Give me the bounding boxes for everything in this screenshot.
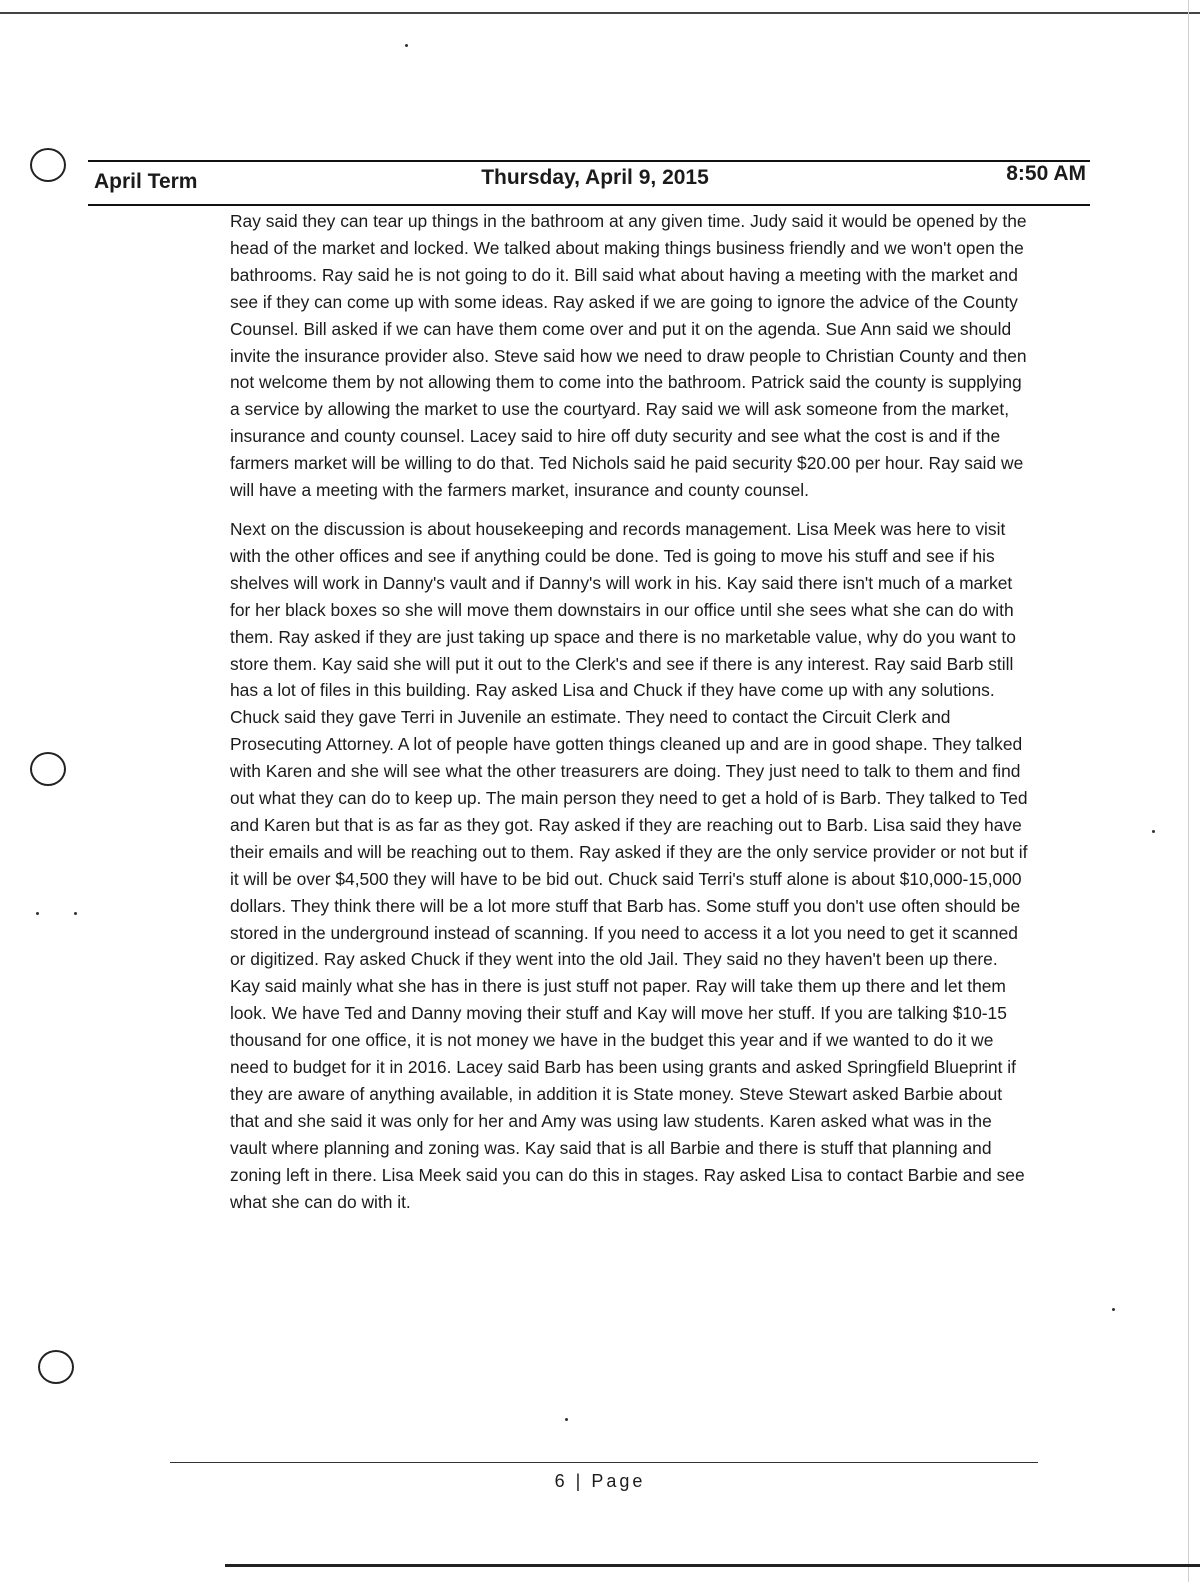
- page-number: 6 | Page: [554, 1471, 646, 1491]
- header-rule-top: [88, 160, 1090, 162]
- scan-speck: [36, 912, 39, 915]
- punch-hole-icon: [30, 148, 66, 182]
- scan-edge-right: [1188, 0, 1189, 1582]
- scan-speck: [405, 44, 408, 47]
- minutes-paragraph-1: Ray said they can tear up things in the bathroom at any given time. Judy said it would be opened by the head of the market and locked. We talked about making things business friendly and we won't open the bathrooms. Ray said he is not going to do it. Bill said what about having a meeting with the market and see if they can come up with some ideas. Ray asked if we are going to ignore the advice of the County Counsel. Bill asked if we can have them come over and put it on the agenda. Sue Ann said we should invite the insurance provider also. Steve said how we need to draw people to Christian County and then not welcome them by not allowing them to come into the bathroom. Patrick said the county is supplying a service by allowing the market to use the courtyard. Ray said we will ask someone from the market, insurance and county counsel. Lacey said to hire off duty security and see what the cost is and if the farmers market will be willing to do that. Ted Nichols said he paid security $20.00 per hour. Ray said we will have a meeting with the farmers market, insurance and county counsel.: [230, 211, 1027, 501]
- scan-speck: [1112, 1308, 1115, 1311]
- header-time: 8:50 AM: [1006, 162, 1086, 185]
- header-term: April Term: [94, 170, 198, 193]
- scan-speck: [1152, 830, 1155, 833]
- header-rule-bottom: [88, 204, 1090, 206]
- scan-edge-bottom: [225, 1564, 1200, 1567]
- minutes-paragraph-2: Next on the discussion is about housekeeping and records management. Lisa Meek was here to visit with the other offices and see if anything could be done. Ted is going to move his stuff and see if his shelves will work in Danny's vault and if Danny's will work in his. Kay said there isn't much of a market for her black boxes so she will move them downstairs in our office until she sees what she can do with them. Ray asked if they are just taking up space and there is no marketable value, why do you want to store them. Kay said she will put it out to the Clerk's and see if there is any interest. Ray said Barb still has a lot of files in this building. Ray asked Lisa and Chuck if they have come up with any solutions. Chuck said they gave Terri in Juvenile an estimate. They need to contact the Circuit Clerk and Prosecuting Attorney. A lot of people have gotten things cleaned up and are in good shape. They talked with Karen and she will see what the other treasurers are doing. They just need to talk to them and find out what they can do to keep up. The main person they need to get a hold of is Barb. They talked to Ted and Karen but that is as far as they got. Ray asked if they are reaching out to Barb. Lisa said they have their emails and will be reaching out to them. Ray asked if they are the only service provider or not but if it will be over $4,500 they will have to be bid out. Chuck said Terri's stuff alone is about $10,000-15,000 dollars. They think there will be a lot more stuff that Barb has. Some stuff you don't use often should be stored in the underground instead of scanning. If you need to access it a lot you need to get it scanned or digitized. Ray asked Chuck if they went into the old Jail. They said no they haven't been up there. Kay said mainly what she has in there is just stuff not paper. Ray will take them up there and let them look. We have Ted and Danny moving their stuff and Kay will move her stuff. If you are talking $10-15 thousand for one office, it is not money we have in the budget this year and if we wanted to do it we need to budget for it in 2016. Lacey said Barb has been using grants and asked Springfield Blueprint if they are aware of anything available, in addition it is State money. Steve Stewart asked Barbie about that and she said it was only for her and Amy was using law students. Karen asked what was in the vault where planning and zoning was. Kay said that is all Barbie and there is stuff that planning and zoning left in there. Lisa Meek said you can do this in stages. Ray asked Lisa to contact Barbie and see what she can do with it.: [230, 518, 1028, 1212]
- scan-speck: [74, 912, 77, 915]
- scan-edge-top: [0, 12, 1200, 14]
- header-date: Thursday, April 9, 2015: [481, 166, 709, 189]
- minutes-body: [230, 208, 1030, 1216]
- footer-rule: [170, 1462, 1038, 1463]
- scan-speck: [565, 1418, 568, 1421]
- punch-hole-icon: [30, 752, 66, 786]
- punch-hole-icon: [38, 1350, 74, 1384]
